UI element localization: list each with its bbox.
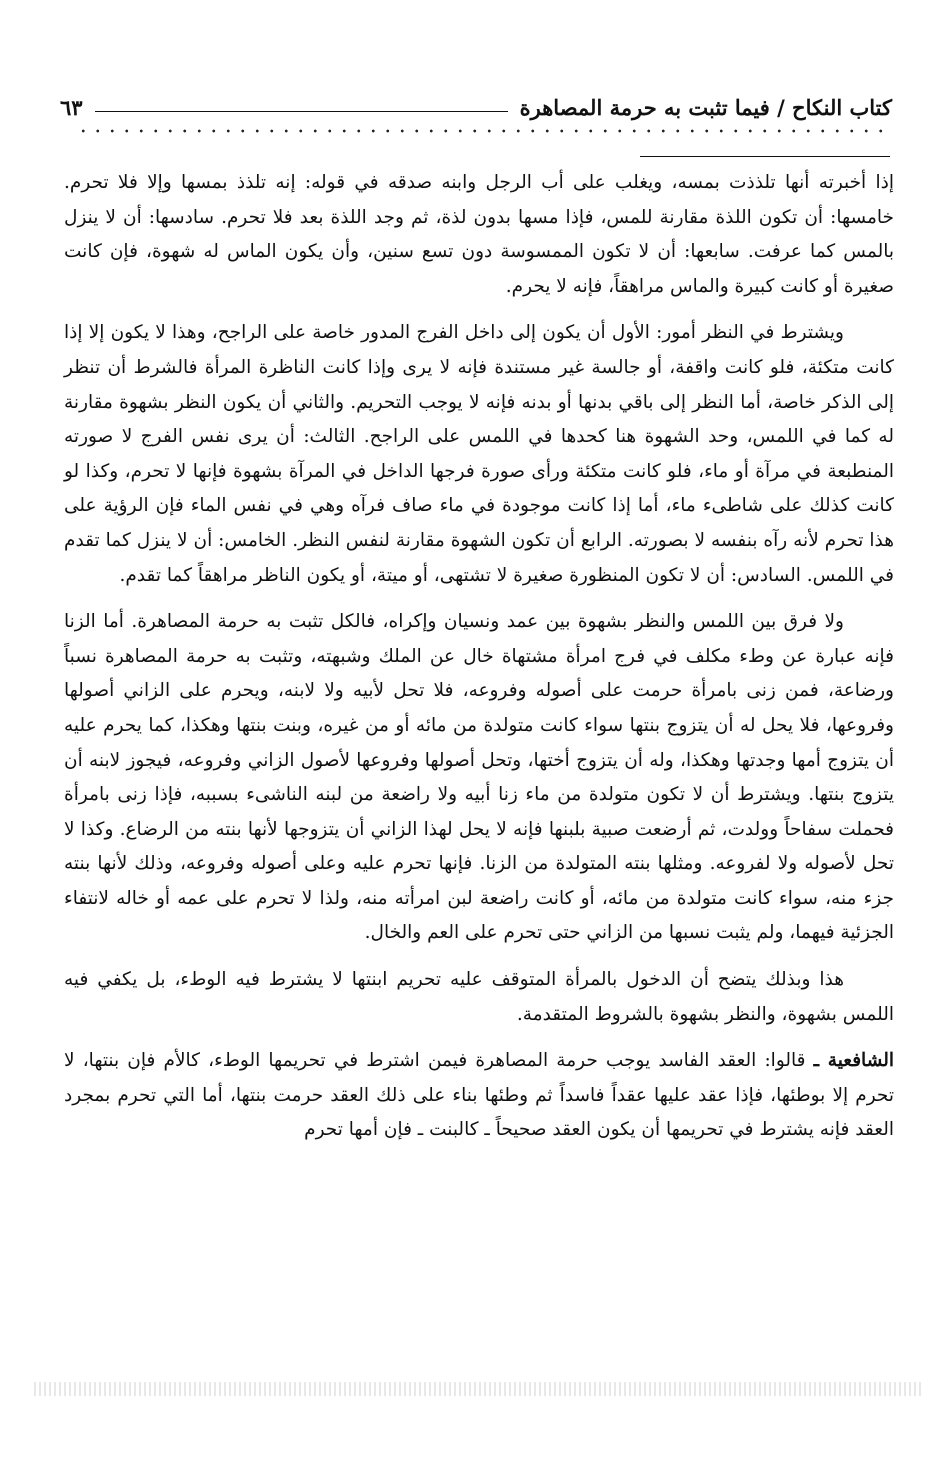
page-number: ٦٣ xyxy=(60,95,83,120)
paragraph-5 xyxy=(64,1044,894,1148)
paragraph-4: هذا وبذلك يتضح أن الدخول بالمرأة المتوقف عليه تحريم ابنتها لا يشترط فيه الوطء، بل يكفي فيه اللمس بشهوة، والنظر بشهوة بالشروط المتقدمة. xyxy=(64,969,894,1025)
paragraph-5-lead: الشافعية ـ xyxy=(813,1050,894,1072)
running-title: كتاب النكاح / فيما تثبت به حرمة المصاهرة xyxy=(519,95,892,120)
header-rule xyxy=(95,111,508,112)
main-text xyxy=(64,166,894,1160)
paragraph-2: ويشترط في النظر أمور: الأول أن يكون إلى داخل الفرج المدور خاصة على الراجح، وهذا لا يكون إلا إذا كانت متكئة، فلو كانت واقفة، أو جالسة غير مستندة فإنه لا يرى وإذا كانت الناظرة المرأة فالشرط أن تنظر إلى الذكر خاصة، أما النظر إلى باقي بدنها أو بدنه فإنه لا يوجب التحريم. والثاني أن يكون النظر بشهوة مقارنة له كما في اللمس، وحد الشهوة هنا كحدها في اللمس على الراجح. الثالث: أن يرى نفس الفرج لا صورته المنطبعة في مرآة أو ماء، فلو كانت متكئة ورأى صورة فرجها الداخل في المرآة بشهوة فإنها لا تحرم، وكذا لو كانت كذلك على شاطىء ماء، أما إذا كانت موجودة في ماء صاف فرآه وهي في نفس الماء فإن الرؤية على هذا تحرم لأنه رآه بنفسه لا بصورته. الرابع أن تكون الشهوة مقارنة لنفس النظر. الخامس: أن لا ينزل كما تقدم في اللمس. السادس: أن لا تكون المنظورة صغيرة لا تشتهى، أو ميتة، أو يكون الناظر مراهقاً كما تقدم. xyxy=(64,322,894,586)
page-header xyxy=(60,84,892,120)
dotted-separator xyxy=(76,128,888,134)
paragraph-1: إذا أخبرته أنها تلذذت بمسه، ويغلب على أب الرجل وابنه صدقه في قوله: إنه تلذذ بمسها وإلا فلا تحرم. خامسها: أن تكون اللذة مقارنة للمس، فإذا مسها بدون لذة، ثم وجد اللذة بعد فلا تحرم. سادسها: أن لا ينزل بالمس كما عرفت. سابعها: أن لا تكون الممسوسة دون تسع سنين، وأن يكون الماس له شهوة، فإن كانت صغيرة أو كانت كبيرة والماس مراهقاً، فإنه لا يحرم. xyxy=(64,172,894,297)
paragraph-5-text: قالوا: العقد الفاسد يوجب حرمة المصاهرة فيمن اشترط في تحريمها الوطء، كالأم فإن بنتها، لا تحرم إلا بوطئها، فإذا عقد عليها عقداً فاسداً ثم وطئها بناء على ذلك العقد حرمت بنتها، أما التي تحرم بمجرد العقد فإنه يشترط في تحريمها أن يكون العقد صحيحاً ـ كالبنت ـ فإن أمها تحرم xyxy=(64,1050,894,1141)
paragraph-3: ولا فرق بين اللمس والنظر بشهوة بين عمد ونسيان وإكراه، فالكل تثبت به حرمة المصاهرة. أما الزنا فإنه عبارة عن وطء مكلف في فرج امرأة مشتهاة خال عن الملك وشبهته، وتثبت به حرمة المصاهرة نسباً ورضاعة، فمن زنى بامرأة حرمت على أصوله وفروعه، فلا تحل لأبيه ولا لابنه، ويحرم على الزاني أصولها وفروعها، فلا يحل له أن يتزوج بنتها سواء كانت متولدة من مائه أو من غيره، وبنت بنتها وهكذا، كما يحرم عليه أن يتزوج أمها وجدتها وهكذا، وله أن يتزوج أختها، وتحل أصولها وفروعها لأصول الزاني وفروعه، فيجوز لابنه أن يتزوج بنتها. ويشترط أن لا تكون متولدة من ماء زنا أبيه ولا راضعة من لبنه الناشىء بسببه، فإذا زنى بامرأة فحملت سفاحاً وولدت، ثم أرضعت صبية بلبنها فإنه لا يحل لهذا الزاني أن يتزوجها لأنها بنته من الرضاع. وكذا لا تحل لأصوله ولا لفروعه. ومثلها بنته المتولدة من الزنا. فإنها تحرم عليه وعلى أصوله وفروعه، وذلك لأنها بنته جزء منه، سواء كانت متولدة من مائه، أو كانت راضعة لبن امرأته منه، ولذا لا تحرم على عمه أو خاله لانتفاء الجزئية فيهما، ولم يثبت نسبها من الزاني حتى تحرم على العم والخال. xyxy=(64,611,894,944)
scan-noise xyxy=(34,1382,924,1396)
short-rule xyxy=(640,156,890,157)
